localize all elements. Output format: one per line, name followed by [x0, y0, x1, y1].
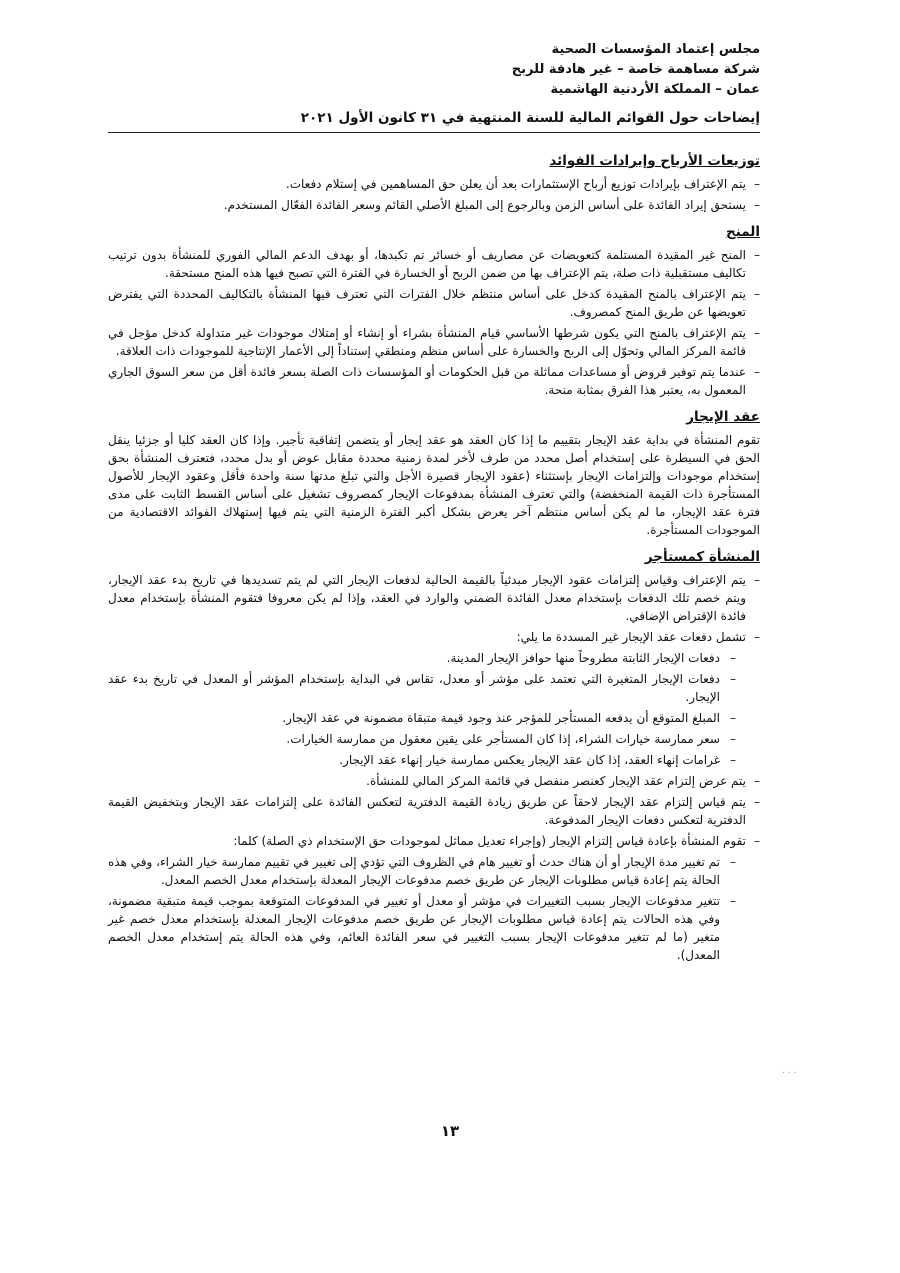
- list-item: – المنح غير المقيدة المستلمة كتعويضات عن مصاريف أو خسائر تم تكبدها، أو بهدف الدعم المالي الفوري للمنشأة بدون ترتيب تكاليف مستقبلية ذات صلة، يتم الإعتراف بها من ضمن الربح أو الخسارة في الفترة التي تصبح فيها هذه المنح مستحقة.: [108, 246, 760, 282]
- organization-header: [108, 40, 760, 100]
- org-line: عمان – المملكة الأردنية الهاشمية: [550, 82, 760, 97]
- lease-paragraph: تقوم المنشأة في بداية عقد الإيجار بتقييم ما إذا كان العقد هو عقد إيجار أو يتضمن إتفاقية تأجير. وإذا كان العقد كليا أو جزئيا ينقل الحق في السيطرة على إستخدام أصل محدد من طرف لأخر لمدة زمنية محددة مقابل عوض أو بدل محدد، فتعترف المنشأة بحق إستخدام موجودات وإلتزامات الإيجار بإستثناء (عقود الإيجار قصيرة الأجل والتي تبلغ مدتها سنة واحدة فأقل وعقود الإيجار للأصول المستأجرة ذات القيمة المنخفضة) والتي تعترف المنشأة بمدفوعات الإيجار كمصروف تشغيل على أساس القسط الثابت على مدى فترة عقد الإيجار، ما لم يكن أساس منتظم آخر يعرض بشكل أكبر الفترة الزمنية التي يتم فيها إستهلاك الفوائد الاقتصادية من الموجودات المستأجرة.: [108, 433, 760, 537]
- section-title-dividends: توزيعات الأرباح وإيرادات الفوائد: [549, 153, 760, 169]
- lessee-list: [108, 571, 760, 964]
- grants-list: [108, 246, 760, 399]
- list-item: – تقوم المنشأة بإعادة قياس إلتزام الإيجار (وإجراء تعديل مماثل لموجودات حق الإستخدام ذي الصلة) كلما:: [108, 832, 760, 850]
- section-title-lessee: المنشأة كمستأجر: [644, 549, 760, 565]
- list-item: – يتم عرض إلتزام عقد الإيجار كعنصر منفصل في قائمة المركز المالي للمنشأة.: [108, 772, 760, 790]
- section-title-grants: المنح: [726, 224, 760, 240]
- org-line: مجلس إعتماد المؤسسات الصحية: [551, 42, 760, 57]
- section-title-lease: عقد الإيجار: [686, 409, 760, 425]
- sub-list-item: – تتغير مدفوعات الإيجار بسبب التغييرات في مؤشر أو معدل أو تغيير في المدفوعات المتوقعة بموجب قيمة متبقية مضمونة، وفي هذه الحالات يتم إعادة قياس مطلوبات الإيجار عن طريق خصم مدفوعات الإيجار المعدلة بإستخدام معدل خصم غير متغير (ما لم تتغير مدفوعات الإيجار بسبب التغيير في سعر الفائدة العائم، وفي هذه الحالة يتم إستخدام معدل الخصم المعدل).: [108, 892, 760, 964]
- list-item: – يتم الإعتراف وقياس إلتزامات عقود الإيجار مبدئياً بالقيمة الحالية لدفعات الإيجار التي لم يتم تسديدها في تاريخ بدء عقد الإيجار، ويتم خصم تلك الدفعات بإستخدام معدل الفائدة الضمني والوارد في العقد، وإذا لم يكن معروفا فتقوم المنشأة بإستخدام معدل فائدة الإقتراض الإضافي.: [108, 571, 760, 625]
- sub-list-item: – سعر ممارسة خيارات الشراء، إذا كان المستأجر على يقين معقول من ممارسة الخيارات.: [108, 730, 760, 748]
- sub-list-item: – دفعات الإيجار الثابتة مطروحاً منها حوافز الإيجار المدينة.: [108, 649, 760, 667]
- list-item: – يتم الإعتراف بإيرادات توزيع أرباح الإستثمارات بعد أن يعلن حق المساهمين في إستلام دفعات.: [108, 175, 760, 193]
- list-item: – يستحق إيراد الفائدة على أساس الزمن وبالرجوع إلى المبلغ الأصلي القائم وسعر الفائدة الفعّال المستخدم.: [108, 196, 760, 214]
- sub-list-item: – غرامات إنهاء العقد، إذا كان عقد الإيجار يعكس ممارسة خيار إنهاء عقد الإيجار.: [108, 751, 760, 769]
- margin-mark: . . .: [782, 1066, 797, 1076]
- page-number: ١٣: [440, 1122, 460, 1140]
- dividends-list: [108, 175, 760, 214]
- list-item: – يتم الإعتراف بالمنح المقيدة كدخل على أساس منتظم خلال الفترات التي تعترف فيها المنشأة بالتكاليف المحددة التي يفترض تعويضها عن طريق المنح كمصروف.: [108, 285, 760, 321]
- list-item: – عندما يتم توفير قروض أو مساعدات مماثلة من قبل الحكومات أو المؤسسات ذات الصلة بسعر فائدة أقل من سعر السوق الجاري المعمول به، يعتبر هذا الفرق بمثابة منحة.: [108, 363, 760, 399]
- list-item: – تشمل دفعات عقد الإيجار غير المسددة ما يلي:: [108, 628, 760, 646]
- sub-list-item: – دفعات الإيجار المتغيرة التي تعتمد على مؤشر أو معدل، تقاس في البداية بإستخدام المؤشر أو المعدل في تاريخ بدء عقد الإيجار.: [108, 670, 760, 706]
- sub-list-item: – المبلغ المتوقع أن يدفعه المستأجر للمؤجر عند وجود قيمة متبقاة مضمونة في عقد الإيجار.: [108, 709, 760, 727]
- list-item: – يتم الإعتراف بالمنح التي يكون شرطها الأساسي قيام المنشأة بشراء أو إنشاء أو إمتلاك موجودات غير متداولة كدخل مؤجل في قائمة المركز المالي وتحوّل إلى الربح والخسارة على أساس منظم ومنطقي إستناداً إلى الأعمار الإنتاجية للموجودات ذات العلاقة.: [108, 324, 760, 360]
- list-item: – يتم قياس إلتزام عقد الإيجار لاحقاً عن طريق زيادة القيمة الدفترية لتعكس الفائدة على إلتزامات عقد الإيجار وبتخفيض القيمة الدفترية لتعكس دفعات الإيجار المدفوعة.: [108, 793, 760, 829]
- sub-list-item: – تم تغيير مدة الإيجار أو أن هناك حدث أو تغيير هام في الظروف التي تؤدي إلى تغيير في تقييم ممارسة خيار الشراء، وفي هذه الحالة يتم إعادة قياس مطلوبات الإيجار عن طريق خصم مدفوعات الإيجار المعدلة بإستخدام معدل الخصم المعدل.: [108, 853, 760, 889]
- org-line: شركة مساهمة خاصة – غير هادفة للربح: [511, 62, 760, 77]
- page-title: إيضاحات حول القوائم المالية للسنة المنتهية في ٣١ كانون الأول ٢٠٢١: [108, 108, 760, 133]
